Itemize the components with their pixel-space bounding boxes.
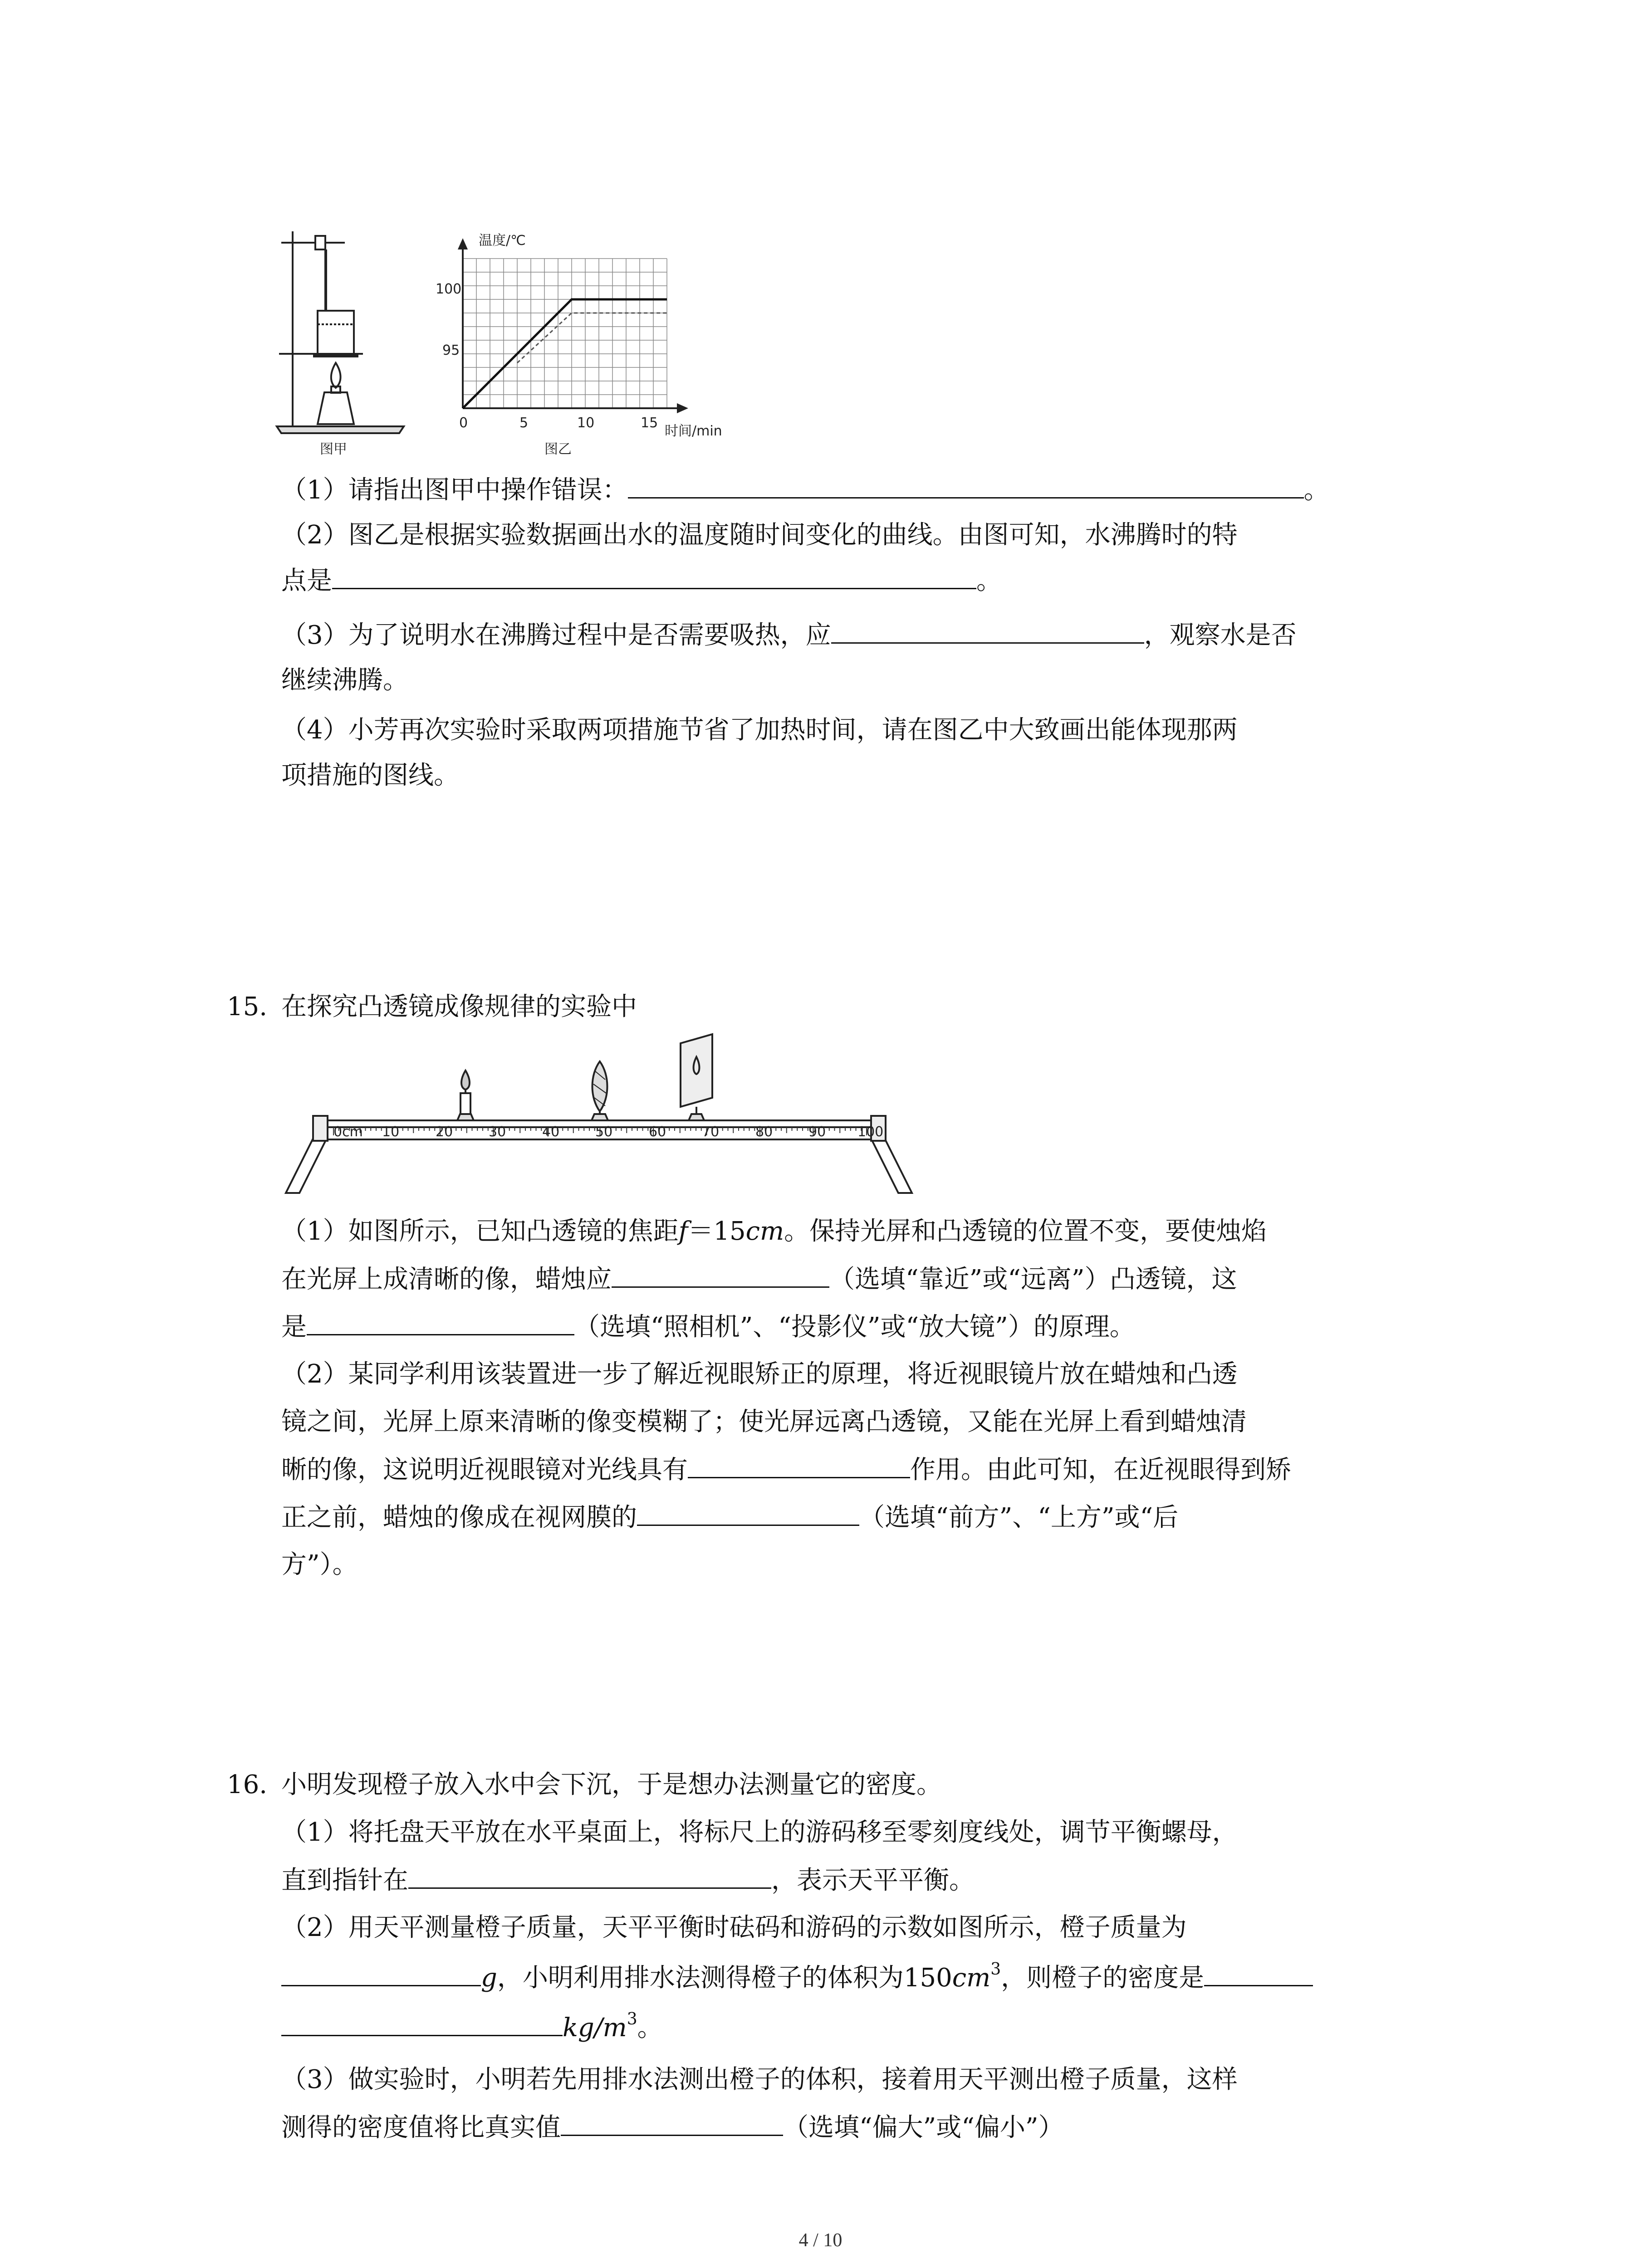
q15-title: 在探究凸透镜成像规律的实验中 <box>281 992 637 1022</box>
graph-xtick-5: 5 <box>519 415 529 431</box>
answer-blank[interactable] <box>612 1261 829 1288</box>
answer-blank[interactable] <box>561 2109 783 2136</box>
answer-blank[interactable] <box>281 1960 481 1986</box>
q14-part4-line2: 项措施的图线。 <box>281 761 459 790</box>
graph-xtick-0: 0 <box>459 415 468 431</box>
answer-blank[interactable] <box>637 1499 859 1526</box>
graph-ylabel: 温度/℃ <box>479 233 526 249</box>
ruler-tick-100: 100 <box>857 1124 884 1140</box>
ruler-tick-70: 70 <box>702 1124 720 1140</box>
q16-number: 16. <box>227 1770 268 1799</box>
ruler-tick-90: 90 <box>808 1124 826 1140</box>
q16-part1-line1: （1）将托盘天平放在水平桌面上，将标尺上的游码移至零刻度线处，调节平衡螺母， <box>281 1818 1238 1847</box>
answer-blank[interactable] <box>281 2009 563 2036</box>
q14-part4-line1: （4）小芳再次实验时采取两项措施节省了加热时间，请在图乙中大致画出能体现那两 <box>281 715 1238 745</box>
q16-part1-line2: 直到指针在 ，表示天平平衡。 <box>281 1862 975 1899</box>
ruler-tick-10: 10 <box>382 1124 400 1140</box>
q16-part2-line3: $kg/m^3$。 <box>281 2009 663 2046</box>
q16-part2-line2: g，小明利用排水法测得橙子的体积为$150cm^3$，则橙子的密度是 <box>281 1960 1313 1996</box>
graph-xtick-15: 15 <box>641 415 658 431</box>
q14-part2-line1: （2）图乙是根据实验数据画出水的温度随时间变化的曲线。由图可知，水沸腾时的特 <box>281 520 1238 550</box>
figure-optical-bench <box>277 1025 930 1207</box>
answer-blank[interactable] <box>1204 1960 1313 1986</box>
q15-part2-line1: （2）某同学利用该装置进一步了解近视眼矫正的原理，将近视眼镜片放在蜡烛和凸透 <box>281 1359 1238 1389</box>
answer-blank[interactable] <box>831 617 1144 644</box>
q15-part2-line3: 晰的像，这说明近视眼镜对光线具有 作用。由此可知，在近视眼得到矫 <box>281 1452 1291 1488</box>
q14-part3-line1: （3）为了说明水在沸腾过程中是否需要吸热，应 ，观察水是否 <box>281 617 1297 654</box>
q16-title: 小明发现橙子放入水中会下沉，于是想办法测量它的密度。 <box>281 1770 942 1799</box>
graph-xlabel: 时间/min <box>665 423 722 439</box>
ruler-tick-50: 50 <box>595 1124 613 1140</box>
q15-part1-line1: （1）如图所示，已知凸透镜的焦距f＝15cm。保持光屏和凸透镜的位置不变，要使烛焰 <box>281 1217 1267 1246</box>
q15-part2-line5: 方”）。 <box>281 1550 358 1579</box>
page-number: 4 / 10 <box>798 2230 843 2251</box>
answer-blank[interactable] <box>408 1862 771 1889</box>
ruler-tick-30: 30 <box>489 1124 506 1140</box>
q16-part2-line1: （2）用天平测量橙子质量，天平平衡时砝码和游码的示数如图所示，橙子质量为 <box>281 1913 1187 1942</box>
q15-part2-line4: 正之前，蜡烛的像成在视网膜的 （选填“前方”、“上方”或“后 <box>281 1499 1178 1536</box>
q15-part1-line3: 是 （选填“照相机”、“投影仪”或“放大镜”）的原理。 <box>281 1309 1135 1345</box>
answer-blank[interactable] <box>332 562 976 589</box>
q15-part2-line2: 镜之间，光屏上原来清晰的像变模糊了；使光屏远离凸透镜，又能在光屏上看到蜡烛清 <box>281 1407 1247 1437</box>
q16-part3-line1: （3）做实验时，小明若先用排水法测出橙子的体积，接着用天平测出橙子质量，这样 <box>281 2065 1238 2094</box>
q15-number: 15. <box>227 992 268 1022</box>
figure-apparatus <box>272 218 408 454</box>
q14-part3-line2: 继续沸腾。 <box>281 665 408 695</box>
ruler-unit-label: 0cm <box>333 1124 363 1140</box>
graph-ytick-100: 100 <box>436 281 462 297</box>
graph-caption: 图乙 <box>544 441 572 457</box>
q14-part1: （1）请指出图甲中操作错误： 。 <box>281 472 1329 508</box>
ruler-tick-80: 80 <box>755 1124 773 1140</box>
graph-ytick-95: 95 <box>442 342 460 358</box>
q15-part1-line2: 在光屏上成清晰的像，蜡烛应 （选填“靠近”或“远离”）凸透镜，这 <box>281 1261 1237 1298</box>
ruler-tick-20: 20 <box>436 1124 453 1140</box>
graph-xtick-10: 10 <box>577 415 595 431</box>
q16-part3-line2: 测得的密度值将比真实值 （选填“偏大”或“偏小”） <box>281 2109 1064 2146</box>
apparatus-caption: 图甲 <box>320 441 347 457</box>
ruler-tick-60: 60 <box>649 1124 666 1140</box>
answer-blank[interactable] <box>307 1309 574 1335</box>
ruler-tick-40: 40 <box>542 1124 560 1140</box>
q14-part2-line2: 点是 。 <box>281 562 1002 599</box>
answer-blank[interactable] <box>628 472 1304 499</box>
answer-blank[interactable] <box>688 1452 910 1478</box>
